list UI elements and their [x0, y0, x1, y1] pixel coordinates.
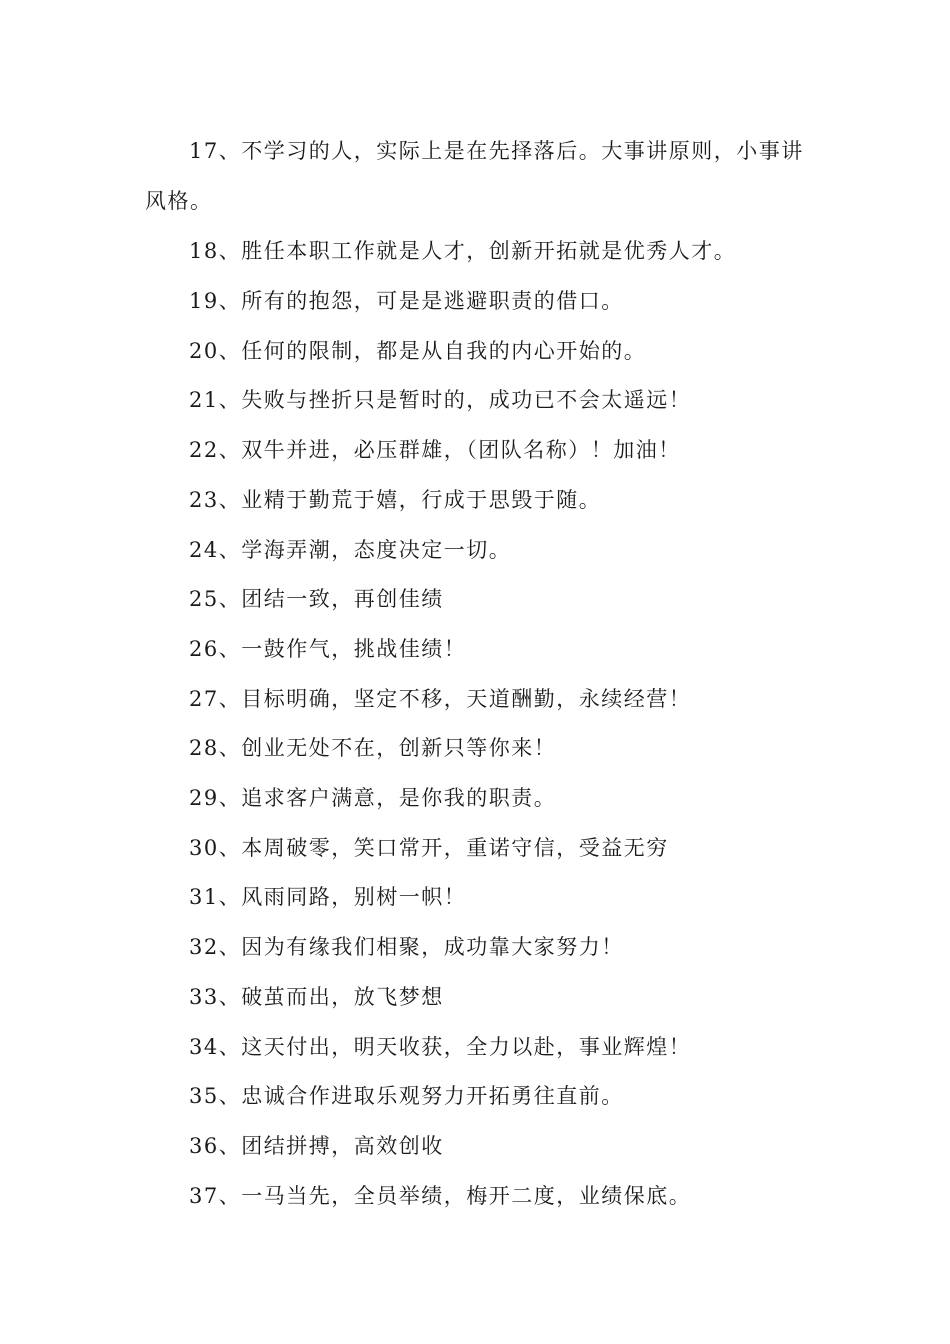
list-item: 21、失败与挫折只是暂时的，成功已不会太遥远！	[189, 388, 692, 412]
list-item: 29、追求客户满意，是你我的职责。	[189, 786, 557, 810]
list-item: 18、胜任本职工作就是人才，创新开拓就是优秀人才。	[189, 239, 737, 263]
list-item: 36、团结拼搏，高效创收	[189, 1134, 444, 1158]
list-item: 31、风雨同路，别树一帜！	[189, 885, 467, 909]
list-item: 27、目标明确，坚定不移，天道酬勤，永续经营！	[189, 687, 692, 711]
list-item: 34、这天付出，明天收获，全力以赴，事业辉煌！	[189, 1035, 692, 1059]
list-item: 17、不学习的人，实际上是在先择落后。大事讲原则，小事讲风格。	[145, 139, 804, 213]
list-item: 20、任何的限制，都是从自我的内心开始的。	[189, 339, 647, 363]
list-item: 32、因为有缘我们相聚，成功靠大家努力！	[189, 935, 624, 959]
list-item: 24、学海弄潮，态度决定一切。	[189, 538, 512, 562]
list-item: 26、一鼓作气，挑战佳绩！	[189, 637, 467, 661]
list-item: 23、业精于勤荒于嬉，行成于思毁于随。	[189, 488, 602, 512]
list-item: 37、一马当先，全员举绩，梅开二度，业绩保底。	[189, 1184, 692, 1208]
list-item: 33、破茧而出，放飞梦想	[189, 985, 444, 1009]
list-item: 22、双牛并进，必压群雄，（团队名称）！加油！	[189, 438, 681, 462]
list-item: 19、所有的抱怨，可是是逃避职责的借口。	[189, 289, 624, 313]
list-item: 30、本周破零，笑口常开，重诺守信，受益无穷	[189, 836, 669, 860]
list-item: 25、团结一致，再创佳绩	[189, 587, 444, 611]
list-item: 28、创业无处不在，创新只等你来！	[189, 736, 557, 760]
list-item: 35、忠诚合作进取乐观努力开拓勇往直前。	[189, 1084, 624, 1108]
